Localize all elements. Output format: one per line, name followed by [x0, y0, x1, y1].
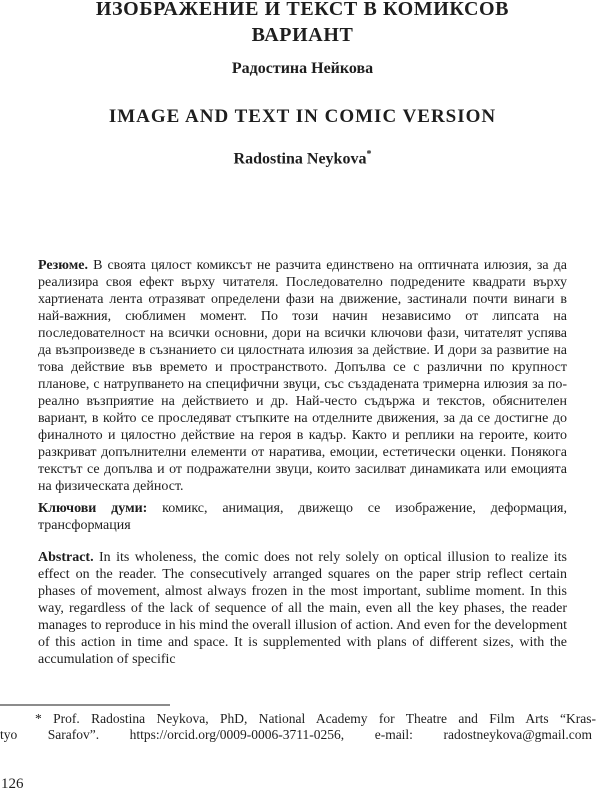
keywords-paragraph — [38, 500, 567, 534]
footnote-line-2: tyo Sarafov”. https://orcid.org/0009-0006-3711-0256, e-mail: radostneykova@gmail.com — [0, 727, 592, 743]
abstract-english-label: Abstract. — [38, 550, 94, 566]
author-bulgarian: Радостина Нейкова — [231, 60, 374, 77]
author-english-name: Radostina Neykova — [233, 150, 367, 168]
keywords-text: комикс, анимация, движещо се изображение, деформация, трансформация — [38, 501, 567, 534]
page-title-bulgarian: ИЗОБРАЖЕНИЕ И ТЕКСТ В КОМИКСОВ ВАРИАНТ — [95, 0, 510, 46]
keywords-label: Ключови думи: — [38, 501, 148, 517]
page-number: 126 — [1, 776, 24, 792]
author-footnote-marker: * — [366, 148, 372, 160]
page-title-english: IMAGE AND TEXT IN COMIC VERSION — [108, 106, 497, 127]
abstract-english-text: In its wholeness, the comic does not rely solely on optical illusion to realize its effect on the reader. The consecutively arranged squares on the paper strip reflect certain phases of movement, almost always frozen in the most important, sublime moment. In this way, regardless of the lack of sequence of all the main, even all the key phases, the reader manages to reproduce in his mind the overall illusion of action. And even for the development of this action in time and space. It is supplemented with plans of different sizes, with the accumulation of specific — [38, 550, 567, 668]
footnote — [0, 711, 596, 743]
footnote-separator-rule — [0, 704, 170, 706]
abstract-bulgarian — [38, 257, 567, 495]
author-english — [38, 145, 567, 169]
abstract-bulgarian-text: В своята цялост комиксът не разчита единствено на оптичната илюзия, за да реализира своя ефект върху читателя. Последователно подредените квадрати върху хартиената лента отразяват определени фази на движение, застинали почти винаги в най-важния, сюблимен момент. По този начин независимо от липсата на последователност на всички основни, дори на всички ключови фази, читателят успява да възпроизведе в съзнанието си цялостната илюзия за действие. И дори за развитие на това действие във времето и пространството. Допълва се с различни по крупност планове, с натрупването на специфични звуци, със създадената тримерна илюзия за по-реално възприятие на действието и др. Най-често съдържа и текстов, обяснителен вариант, в който се проследяват стъпките на отделните движения, за да се достигне до финалното и цялостно действие на героя в кадър. Както и реплики на героите, които разкриват допълнителни елементи от наратива, емоции, естетически оценки. Понякога текстът се допълва и от подражателни звуци, които засилват динамиката или емоцията на физическата дейност. — [38, 258, 567, 495]
abstract-bulgarian-label: Резюме. — [38, 258, 88, 274]
footnote-line-1: * Prof. Radostina Neykova, PhD, National Academy for Theatre and Film Arts “Kras- — [35, 711, 596, 727]
abstract-english — [38, 549, 567, 668]
